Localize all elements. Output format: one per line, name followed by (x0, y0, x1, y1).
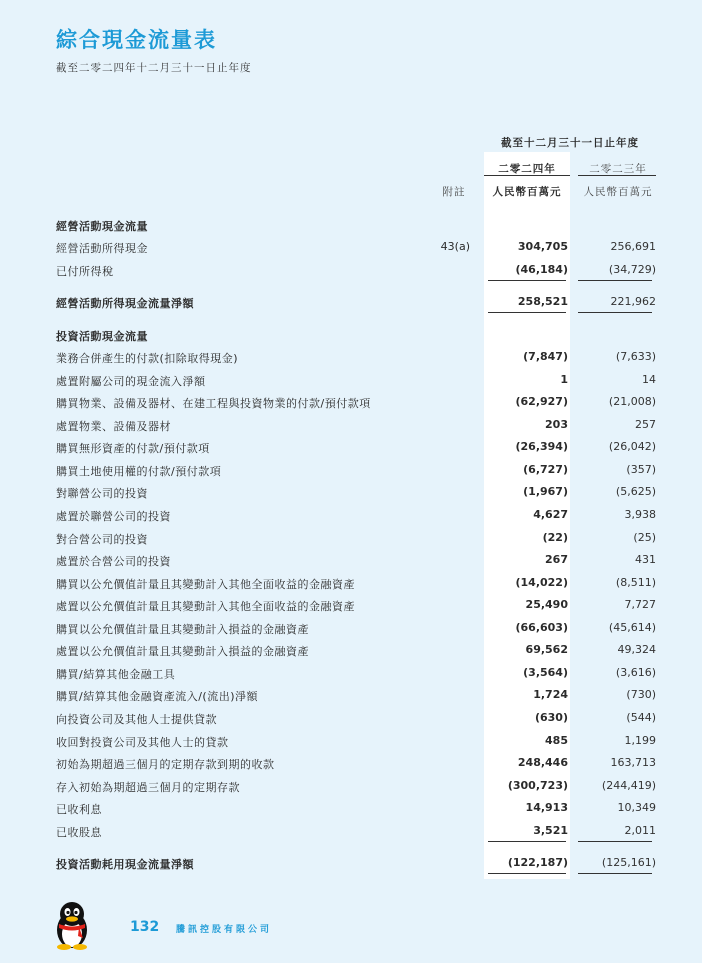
value-2023: 49,324 (617, 643, 656, 656)
value-2024: 25,490 (525, 598, 568, 611)
value-2024: 69,562 (525, 643, 568, 656)
page-number: 132 (130, 919, 160, 935)
year-2024-header-rule (484, 175, 570, 176)
unit-2024-header: 人民幣百萬元 (492, 186, 562, 198)
value-2024: (66,603) (515, 621, 568, 634)
penguin-logo-icon (52, 900, 92, 950)
value-2023: 14 (642, 373, 656, 386)
table-row (56, 776, 656, 798)
table-row (56, 853, 656, 875)
row-label: 已付所得稅 (56, 265, 114, 278)
table-row (56, 237, 656, 259)
value-2023: 7,727 (624, 598, 656, 611)
value-2024: (122,187) (507, 856, 568, 869)
table-row (56, 325, 656, 347)
value-2024: 1,724 (533, 688, 568, 701)
table-row (56, 550, 656, 572)
table-row (56, 618, 656, 640)
value-2024: 4,627 (533, 508, 568, 521)
value-2023: 221,962 (610, 295, 656, 308)
table-row (56, 663, 656, 685)
value-2024: (62,927) (515, 395, 568, 408)
value-2023: (45,614) (608, 621, 656, 634)
value-2024: 1 (560, 373, 568, 386)
note-header: 附註 (442, 186, 466, 198)
table-row (56, 292, 656, 314)
row-label: 處置以公允價值計量且其變動計入損益的金融資產 (56, 645, 309, 658)
table-row (56, 415, 656, 437)
value-2023: (5,625) (615, 485, 656, 498)
value-2024: 304,705 (517, 240, 568, 253)
table-row (56, 215, 656, 237)
row-label: 已收利息 (56, 803, 102, 816)
row-label: 處置附屬公司的現金流入淨額 (56, 375, 206, 388)
row-label: 經營活動現金流量 (56, 220, 148, 233)
row-label: 購買物業、設備及器材、在建工程與投資物業的付款/預付款項 (56, 397, 371, 410)
value-2023: (21,008) (608, 395, 656, 408)
value-2023: (7,633) (615, 350, 656, 363)
value-2024: 248,446 (517, 756, 568, 769)
total-rule-2024 (488, 312, 566, 313)
value-2024: (14,022) (515, 576, 568, 589)
value-2023: 2,011 (624, 824, 656, 837)
row-label: 購買/結算其他金融工具 (56, 668, 176, 681)
period-header: 截至十二月三十一日止年度 (501, 137, 639, 149)
table-row (56, 392, 656, 414)
value-2023: (357) (626, 463, 656, 476)
value-2024: (1,967) (523, 485, 568, 498)
row-label: 存入初始為期超過三個月的定期存款 (56, 781, 240, 794)
subtotal-rule-2023 (578, 841, 652, 842)
value-2023: (26,042) (608, 440, 656, 453)
value-2024: 485 (545, 734, 568, 747)
value-2023: 3,938 (624, 508, 656, 521)
value-2024: 267 (545, 553, 568, 566)
row-label: 處置物業、設備及器材 (56, 420, 171, 433)
row-label: 對合營公司的投資 (56, 533, 148, 546)
table-row (56, 708, 656, 730)
row-label: 購買無形資產的付款/預付款項 (56, 442, 210, 455)
row-label: 初始為期超過三個月的定期存款到期的收款 (56, 758, 275, 771)
row-label: 已收股息 (56, 826, 102, 839)
table-row (56, 347, 656, 369)
value-2024: (7,847) (523, 350, 568, 363)
value-2024: 203 (545, 418, 568, 431)
row-label: 投資活動耗用現金流量淨額 (56, 858, 194, 871)
total-rule-2023 (578, 312, 652, 313)
table-row (56, 573, 656, 595)
subtotal-rule-2023 (578, 280, 652, 281)
value-2023: 256,691 (610, 240, 656, 253)
value-2023: 10,349 (617, 801, 656, 814)
company-name: 騰訊控股有限公司 (176, 925, 273, 935)
row-label: 對聯營公司的投資 (56, 487, 148, 500)
value-2024: 258,521 (517, 295, 568, 308)
table-row (56, 640, 656, 662)
row-label: 處置以公允價值計量且其變動計入其他全面收益的金融資產 (56, 600, 355, 613)
table-row (56, 821, 656, 843)
row-note: 43(a) (440, 240, 470, 253)
value-2024: (26,394) (515, 440, 568, 453)
row-label: 購買土地使用權的付款/預付款項 (56, 465, 222, 478)
page-subtitle: 截至二零二四年十二月三十一日止年度 (56, 62, 252, 74)
table-row (56, 685, 656, 707)
value-2024: (46,184) (515, 263, 568, 276)
table-row (56, 798, 656, 820)
subtotal-rule-2024 (488, 841, 566, 842)
table-row (56, 482, 656, 504)
value-2023: 257 (635, 418, 656, 431)
value-2024: (22) (542, 531, 568, 544)
table-row (56, 753, 656, 775)
value-2024: (6,727) (523, 463, 568, 476)
year-2024-header: 二零二四年 (498, 163, 556, 175)
value-2024: (300,723) (507, 779, 568, 792)
value-2023: 163,713 (610, 756, 656, 769)
value-2023: 1,199 (624, 734, 656, 747)
row-label: 購買以公允價值計量且其變動計入其他全面收益的金融資產 (56, 578, 355, 591)
row-label: 收回對投資公司及其他人士的貸款 (56, 736, 229, 749)
table-row (56, 528, 656, 550)
row-label: 購買/結算其他金融資產流入/(流出)淨額 (56, 690, 258, 703)
table-row (56, 731, 656, 753)
total-rule-2023 (578, 873, 652, 874)
value-2023: 431 (635, 553, 656, 566)
table-row (56, 595, 656, 617)
row-label: 投資活動現金流量 (56, 330, 148, 343)
table-row (56, 460, 656, 482)
value-2023: (730) (626, 688, 656, 701)
value-2023: (3,616) (615, 666, 656, 679)
subtotal-rule-2024 (488, 280, 566, 281)
row-label: 處置於合營公司的投資 (56, 555, 171, 568)
value-2023: (244,419) (601, 779, 656, 792)
value-2023: (125,161) (601, 856, 656, 869)
table-row (56, 370, 656, 392)
row-label: 處置於聯營公司的投資 (56, 510, 171, 523)
value-2023: (25) (633, 531, 656, 544)
row-label: 購買以公允價值計量且其變動計入損益的金融資產 (56, 623, 309, 636)
total-rule-2024 (488, 873, 566, 874)
row-label: 經營活動所得現金 (56, 242, 148, 255)
table-row (56, 437, 656, 459)
value-2023: (8,511) (615, 576, 656, 589)
value-2023: (34,729) (608, 263, 656, 276)
table-row (56, 260, 656, 282)
year-2023-header: 二零二三年 (589, 163, 647, 175)
unit-2023-header: 人民幣百萬元 (583, 186, 653, 198)
page-title: 綜合現金流量表 (56, 28, 217, 52)
row-label: 向投資公司及其他人士提供貸款 (56, 713, 217, 726)
table-row (56, 505, 656, 527)
value-2024: (3,564) (523, 666, 568, 679)
value-2024: (630) (534, 711, 568, 724)
row-label: 經營活動所得現金流量淨額 (56, 297, 194, 310)
row-label: 業務合併產生的付款(扣除取得現金) (56, 352, 239, 365)
year-2023-header-rule (578, 175, 656, 176)
value-2024: 3,521 (533, 824, 568, 837)
value-2024: 14,913 (525, 801, 568, 814)
value-2023: (544) (626, 711, 656, 724)
